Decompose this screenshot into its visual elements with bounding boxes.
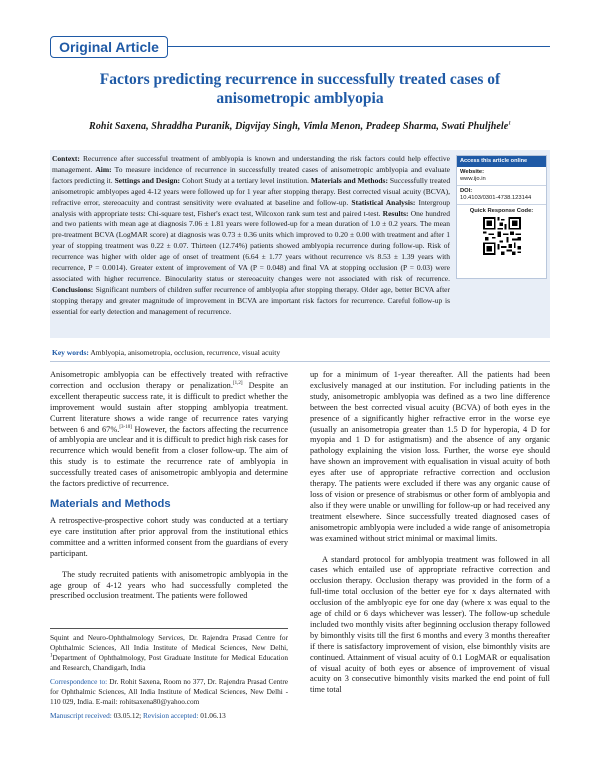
abstract-stats-label: Statistical Analysis:	[351, 197, 416, 207]
accepted-label: Revision accepted:	[143, 711, 199, 720]
abstract	[52, 154, 450, 318]
protocol-paragraph: A standard protocol for amblyopia treatment was followed in all cases which entailed use of appropriate refractive correction and occlusion therapy. Occlusion therapy was provided in the form of a full-time total occlusion of the better eye for x days alternated with occlusion of the amblyopic eye for one day (where x was equal to the age of child or 6 days whichever was lesser). The follow-up schedule included two monthly visits after beginning occlusion therapy followed by bimonthly visits till the first 6 months and every 3 months thereafter if there is satisfactory improvement of vision, else bimonthly visits are continued. Attainment of visual acuity of 0.1 LogMAR or equalisation of visual acuity of both eyes or absence of improvement of visual acuity on 3 consecutive bimonthly visits marked the end point of full time total	[310, 554, 550, 695]
affiliation	[50, 633, 288, 673]
intro-text-2: Despite an excellent therapeutic success rate, it is difficult to predict whether the improvement would sustain after stopping amblyopia treatment. Current literature shows a wide range of recurrence rates varying between 6 and 67%.	[50, 380, 288, 434]
intro-text-1: Anisometropic amblyopia can be effectively treated with refractive correction and occlusion therapy or penalization.	[50, 370, 288, 390]
accepted-date: 01.06.13	[200, 711, 226, 720]
header-rule	[168, 46, 550, 47]
abstract-aim-label: Aim:	[95, 164, 112, 174]
affiliation-text-2: Department of Ophthalmology, Post Graduate Institute for Medical Education and Research, Chandigarh, India	[50, 653, 288, 672]
authors-text: Rohit Saxena, Shraddha Puranik, Digvijay Singh, Vimla Menon, Pradeep Sharma, Swati Phuljhele	[89, 121, 509, 132]
abstract-stats: Intergroup analysis with appropriate tests: Chi-square test, Fisher's exact test, Wilcoxon rank sum test and paired t-test.	[52, 197, 450, 218]
methods-paragraph-2: The study recruited patients with anisometropic amblyopia in the age group of 4-12 years who had successfully completed the prescribed occlusion treatment. The patients were followed	[50, 569, 288, 601]
abstract-conclusions-label: Conclusions:	[52, 284, 94, 294]
doi-label: DOI:	[460, 188, 473, 194]
correspondence	[50, 677, 288, 707]
footnote-rule	[50, 628, 288, 629]
title-line-2: anisometropic amblyopia	[216, 90, 384, 107]
abstract-aim: To measure incidence of recurrence in successfully treated cases of anisometropic amblyopia and evaluate factors predicting it.	[52, 164, 450, 185]
keywords-rule	[50, 361, 550, 362]
abstract-setting: Cohort Study at a tertiary level institution.	[181, 175, 309, 185]
ref-2: [3-10]	[119, 424, 132, 430]
methods-paragraph-1: A retrospective-prospective cohort study was conducted at a tertiary eye care institution after prior approval from the institutional ethics committee and a written informed consent from the guardians of every participant.	[50, 515, 288, 558]
website-row	[457, 167, 546, 186]
abstract-results: One hundred and two patients with mean age at diagnosis 7.06 ± 1.81 years were followed-up for a mean duration of 1.0 ± 0.2 years. The mean pre-treatment BCVA (LogMAR score) at diagnosis was 0.73 ± 0.36 units which improved to 0.20 ± 0.00 with treatment and after 1 year of stopping treatment was 0.22 ± 0.07. Thirteen (12.74%) patients showed amblyopia recurrence during follow-up. Risk of recurrence was higher with older age of onset of treatment (6.64 ± 1.77 years without recurrence v/s 8.53 ± 1.39 years with recurrence, P = 0.0014). Greater extent of improvement of VA (P = 0.048) and final VA at stopping occlusion (P = 0.03) were associated with higher recurrence. Binocularity status or stereoacuity changes were not associated with risk of recurrence.	[52, 208, 451, 283]
received-label: Manuscript received:	[50, 711, 112, 720]
website-link[interactable]: www.ijo.in	[460, 176, 486, 182]
ref-1: [1,2]	[232, 381, 243, 387]
abstract-context-label: Context:	[52, 154, 80, 163]
title-line-1: Factors predicting recurrence in successfully treated cases of	[99, 71, 501, 88]
left-column	[50, 370, 288, 602]
footnote	[50, 633, 288, 725]
qr-code-icon[interactable]	[483, 217, 521, 255]
keywords-label: Key words:	[52, 348, 89, 357]
qr-label: Quick Response Code:	[469, 208, 534, 214]
article-type-tag: Original Article	[50, 36, 168, 58]
intro-paragraph	[50, 370, 288, 490]
article-title	[60, 70, 540, 108]
access-header: Access this article online	[457, 156, 546, 167]
manuscript-dates	[50, 711, 288, 721]
access-online-box	[456, 155, 547, 279]
doi-value[interactable]: 10.4103/0301-4738.123144	[460, 195, 532, 201]
received-date: 03.05.12;	[113, 711, 142, 720]
intro-text-3: However, the factors affecting the recurrence of amblyopia are unclear and it is difficult to predict high risk cases for recurrence which would benefit from a closer follow-up. The aim of this study is to estimate the recurrence rate of amblyopia in successfully treated cases of anisometropic amblyopia and determine the factors predictive of recurrence.	[50, 424, 288, 489]
methods-heading: Materials and Methods	[50, 497, 171, 510]
abstract-results-label: Results:	[382, 208, 409, 218]
keywords	[52, 348, 552, 357]
author-list	[50, 121, 550, 132]
affiliation-sup: 1	[50, 653, 53, 659]
abstract-methods: Successfully treated anisometropic amblyopes aged 4-12 years were followed up for 1 year after stopping therapy. Best corrected visual acuity (BCVA), refractive error, stereoacuity and contrast sensitivity were evaluated at baseline and follow-up.	[52, 175, 451, 207]
abstract-conclusions: Significant numbers of children suffer recurrence of amblyopia after stopping therapy. Older age, better BCVA after stopping therapy and greater magnitude of improvement in BCVA are important risk factors for recurrence. Careful follow-up is essential for early detection and management of recurrence.	[52, 284, 450, 316]
right-column	[310, 370, 550, 696]
abstract-setting-label: Settings and Design:	[114, 175, 181, 185]
affiliation-text: Squint and Neuro-Ophthalmology Services, Dr. Rajendra Prasad Centre for Ophthalmic Sciences, All India Institute of Medical Sciences, New Delhi,	[50, 633, 288, 652]
website-label: Website:	[460, 169, 485, 175]
doi-row	[457, 186, 546, 205]
authors-sup: 1	[508, 121, 511, 127]
correspondence-label: Correspondence to:	[50, 677, 108, 686]
abstract-methods-label: Materials and Methods:	[310, 175, 388, 185]
abstract-context: Recurrence after successful treatment of amblyopia is known and understanding the risk factors could help effective management.	[52, 154, 451, 174]
correspondence-text: Dr. Rohit Saxena, Room no 377, Dr. Rajendra Prasad Centre for Ophthalmic Sciences, All India Institute of Medical Sciences, New Delhi - 110 029, India. E-mail: rohitsaxena80@yahoo.com	[50, 677, 289, 706]
keywords-text: Amblyopia, anisometropia, occlusion, recurrence, visual acuity	[90, 348, 281, 357]
inclusion-paragraph: up for a minimum of 1-year thereafter. All the patients had been exclusively managed at our institution. For including patients in the study, anisometropic amblyopia was defined as a two line difference between the best corrected visual acuity (BCVA) of both eyes in the presence of a significantly higher refractive error in the worse eye (usually an anisometropia greater than 1.5 D for hyperopia, 4 D for myopia and 1 D for astigmatism) and the absence of any organic pathology explaining the vision loss. Further, the worse eye should have shown an improvement with equalisation in visual acuity of both eyes after use of appropriate refractive correction and occlusion therapy. The patients were excluded if there was any organic cause of loss of vision or presence of strabismus or other form of amblyopia and also if they were unable or unwilling for follow-up or had received any treatment elsewhere. Since successfully treated diagnosed cases of anisometropic amblyopia were included a wide range of anisometropia was examined without strict minimal or maximal limits.	[310, 370, 550, 543]
